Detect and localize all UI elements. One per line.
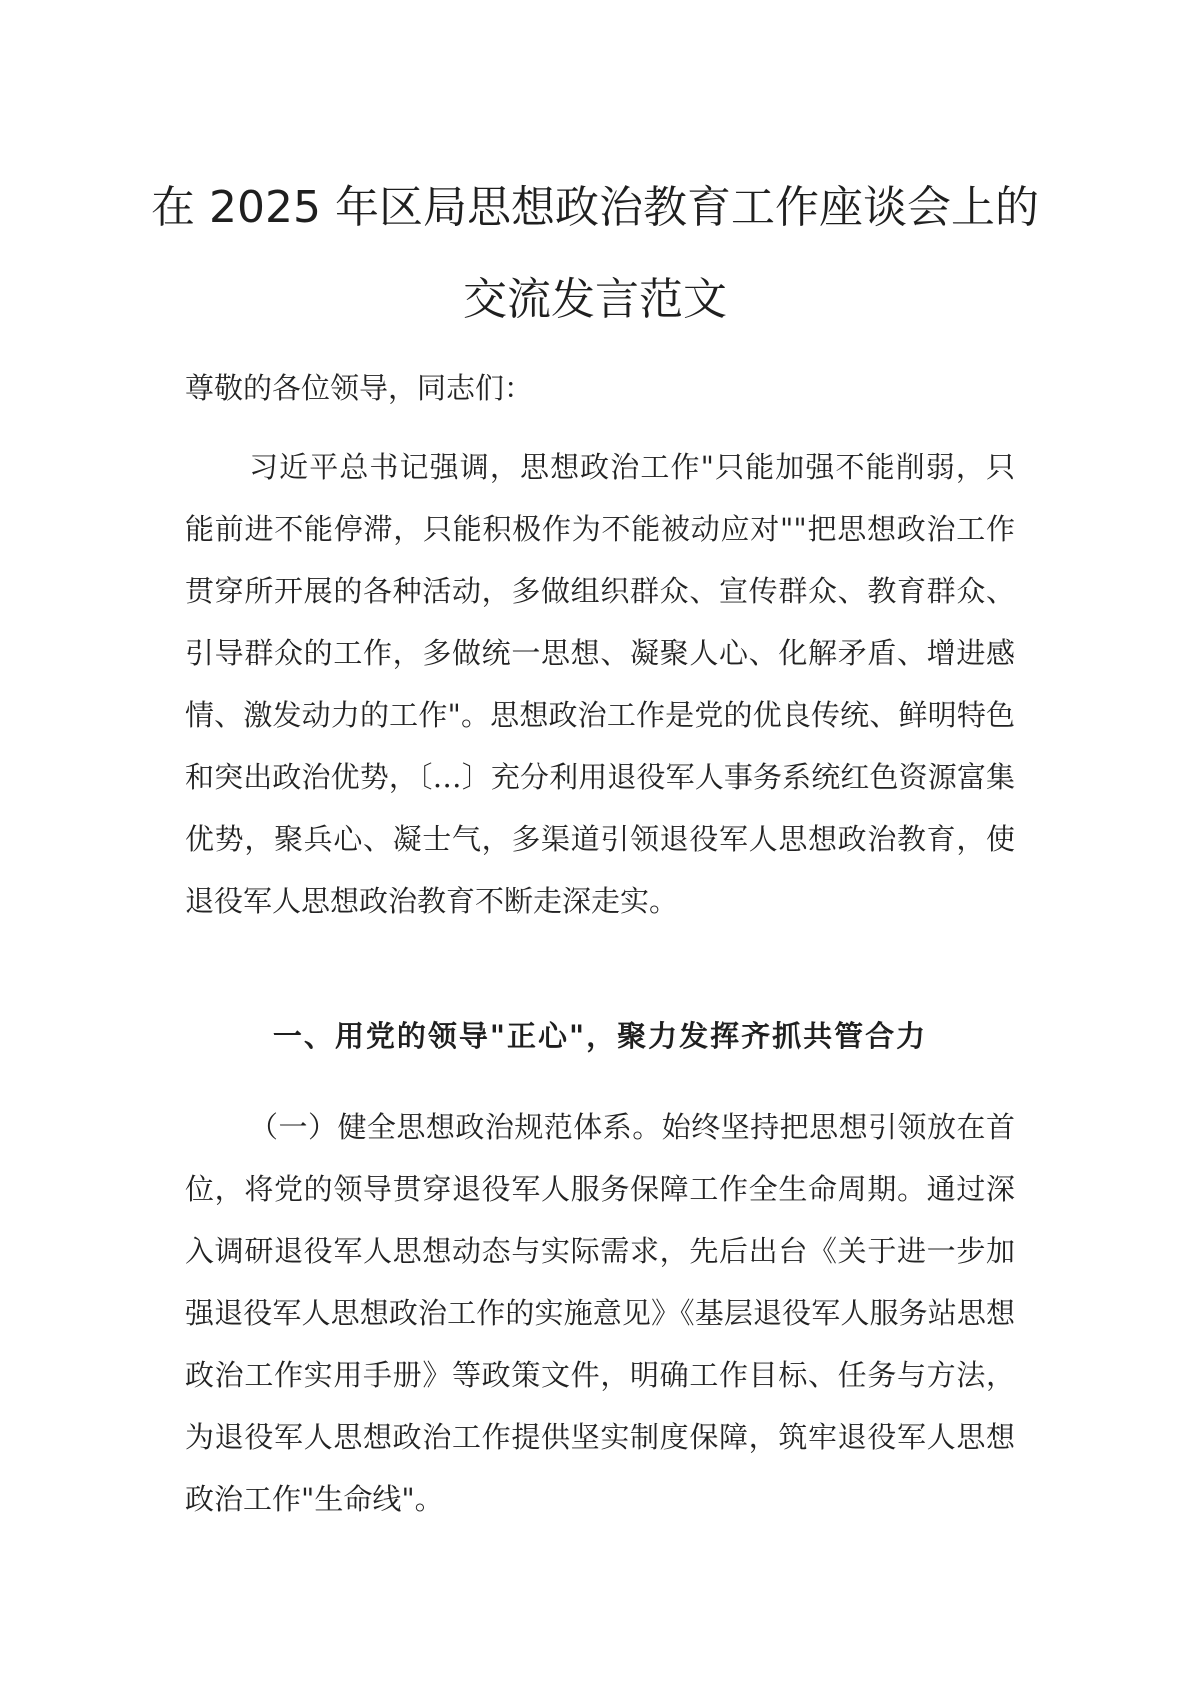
salutation: 尊敬的各位领导，同志们： xyxy=(185,371,534,405)
section-heading-1: 一、用党的领导"正心"，聚力发挥齐抓共管合力 xyxy=(272,1019,928,1053)
document-title-line-1: 在 2025 年区局思想政治教育工作座谈会上的 xyxy=(151,182,1039,233)
paragraph-intro: 习近平总书记强调，思想政治工作"只能加强不能削弱，只能前进不能停滞，只能积极作为不能被动应对""把思想政治工作贯穿所开展的各种活动，多做组织群众、宣传群众、教育群众、引导群众的工作，多做统一思想、凝聚人心、化解矛盾、增进感情、激发动力的工作"。思想政治工作是党的优良传统、鲜明特色和突出政治优势，〔…〕充分利用退役军人事务系统红色资源富集优势，聚兵心、凝士气，多渠道引领退役军人思想政治教育，使退役军人思想政治教育不断走深走实。 xyxy=(185,450,1015,918)
document-title-line-2: 交流发言范文 xyxy=(463,274,727,325)
paragraph-section-1-1: （一）健全思想政治规范体系。始终坚持把思想引领放在首位，将党的领导贯穿退役军人服务保障工作全生命周期。通过深入调研退役军人思想动态与实际需求，先后出台《关于进一步加强退役军人思想政治工作的实施意见》《基层退役军人服务站思想政治工作实用手册》等政策文件，明确工作目标、任务与方法，为退役军人思想政治工作提供坚实制度保障，筑牢退役军人思想政治工作"生命线"。 xyxy=(185,1110,1015,1516)
